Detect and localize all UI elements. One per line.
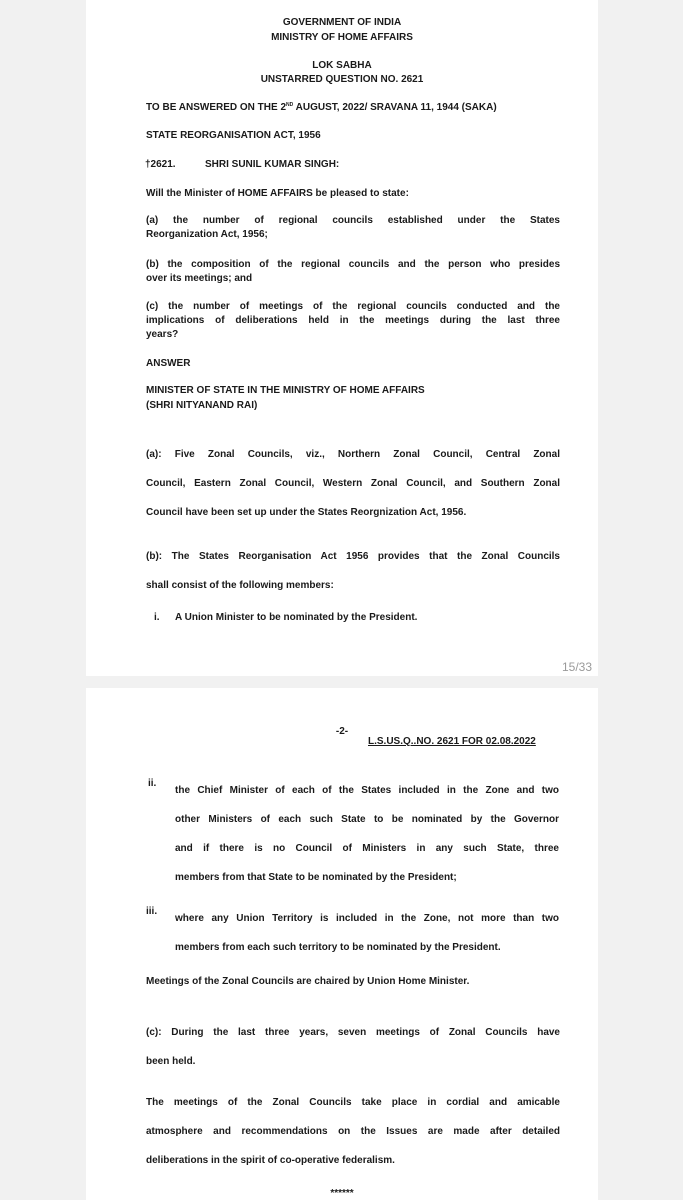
reference-line: L.S.US.Q..NO. 2621 FOR 02.08.2022: [368, 736, 536, 747]
answer-heading: ANSWER: [146, 358, 191, 369]
answer-a: (a): Five Zonal Councils, viz., Northern Zonal Council, Central Zonal Council, Eastern Zonal Council, Western Zonal Council, and Southern Zonal Council have been set up under the States Reorgnization Act, 1956.: [146, 449, 560, 518]
list-item-i-number: i.: [154, 612, 160, 623]
question-c: (c) the number of meetings of the regional councils conducted and the implications of deliberations held in the meetings during the last three years?: [146, 301, 560, 340]
header-ministry: MINISTRY OF HOME AFFAIRS: [271, 32, 413, 43]
closing-paragraph: The meetings of the Zonal Councils take place in cordial and amicable atmosphere and recommendations on the Issues are made after detailed deliberations in the spirit of co-operative federalism.: [146, 1097, 560, 1166]
end-mark: ******: [330, 1188, 354, 1199]
document-page-2[interactable]: [86, 688, 598, 1200]
list-item-i-text: A Union Minister to be nominated by the President.: [175, 612, 418, 623]
question-intro: Will the Minister of HOME AFFAIRS be pleased to state:: [146, 188, 409, 199]
minister-title: MINISTER OF STATE IN THE MINISTRY OF HOME AFFAIRS: [146, 385, 425, 396]
document-page-1[interactable]: [86, 0, 598, 676]
question-a: (a) the number of regional councils established under the States Reorganization Act, 1956;: [146, 215, 560, 240]
question-b: (b) the composition of the regional councils and the person who presides over its meetings; and: [146, 259, 560, 284]
house-name: LOK SABHA: [312, 60, 372, 71]
question-serial: †2621.: [145, 159, 176, 170]
subject: STATE REORGANISATION ACT, 1956: [146, 130, 321, 141]
page-number: -2-: [335, 726, 349, 737]
answer-date: TO BE ANSWERED ON THE 2ND AUGUST, 2022/ SRAVANA 11, 1944 (SAKA): [146, 102, 497, 113]
question-number-heading: UNSTARRED QUESTION NO. 2621: [260, 74, 424, 85]
list-item-ii-number: ii.: [148, 778, 157, 789]
header-government: GOVERNMENT OF INDIA: [282, 17, 402, 28]
list-item-iii-number: iii.: [146, 906, 158, 917]
page-indicator: 15/33: [561, 660, 592, 674]
list-item-ii-text: the Chief Minister of each of the States included in the Zone and two other Ministers of each such State to be nominated by the Governor and if there is no Council of Ministers in any such State, three members from that State to be nominated by the President;: [175, 785, 559, 883]
meetings-chair: Meetings of the Zonal Councils are chaired by Union Home Minister.: [146, 976, 470, 987]
member-name: SHRI SUNIL KUMAR SINGH:: [205, 159, 340, 170]
answer-b: (b): The States Reorganisation Act 1956 provides that the Zonal Councils shall consist of the following members:: [146, 551, 560, 591]
answer-c: (c): During the last three years, seven meetings of Zonal Councils have been held.: [146, 1027, 560, 1067]
minister-name: (SHRI NITYANAND RAI): [146, 400, 258, 411]
list-item-iii-text: where any Union Territory is included in the Zone, not more than two members from each such territory to be nominated by the President.: [175, 913, 559, 953]
